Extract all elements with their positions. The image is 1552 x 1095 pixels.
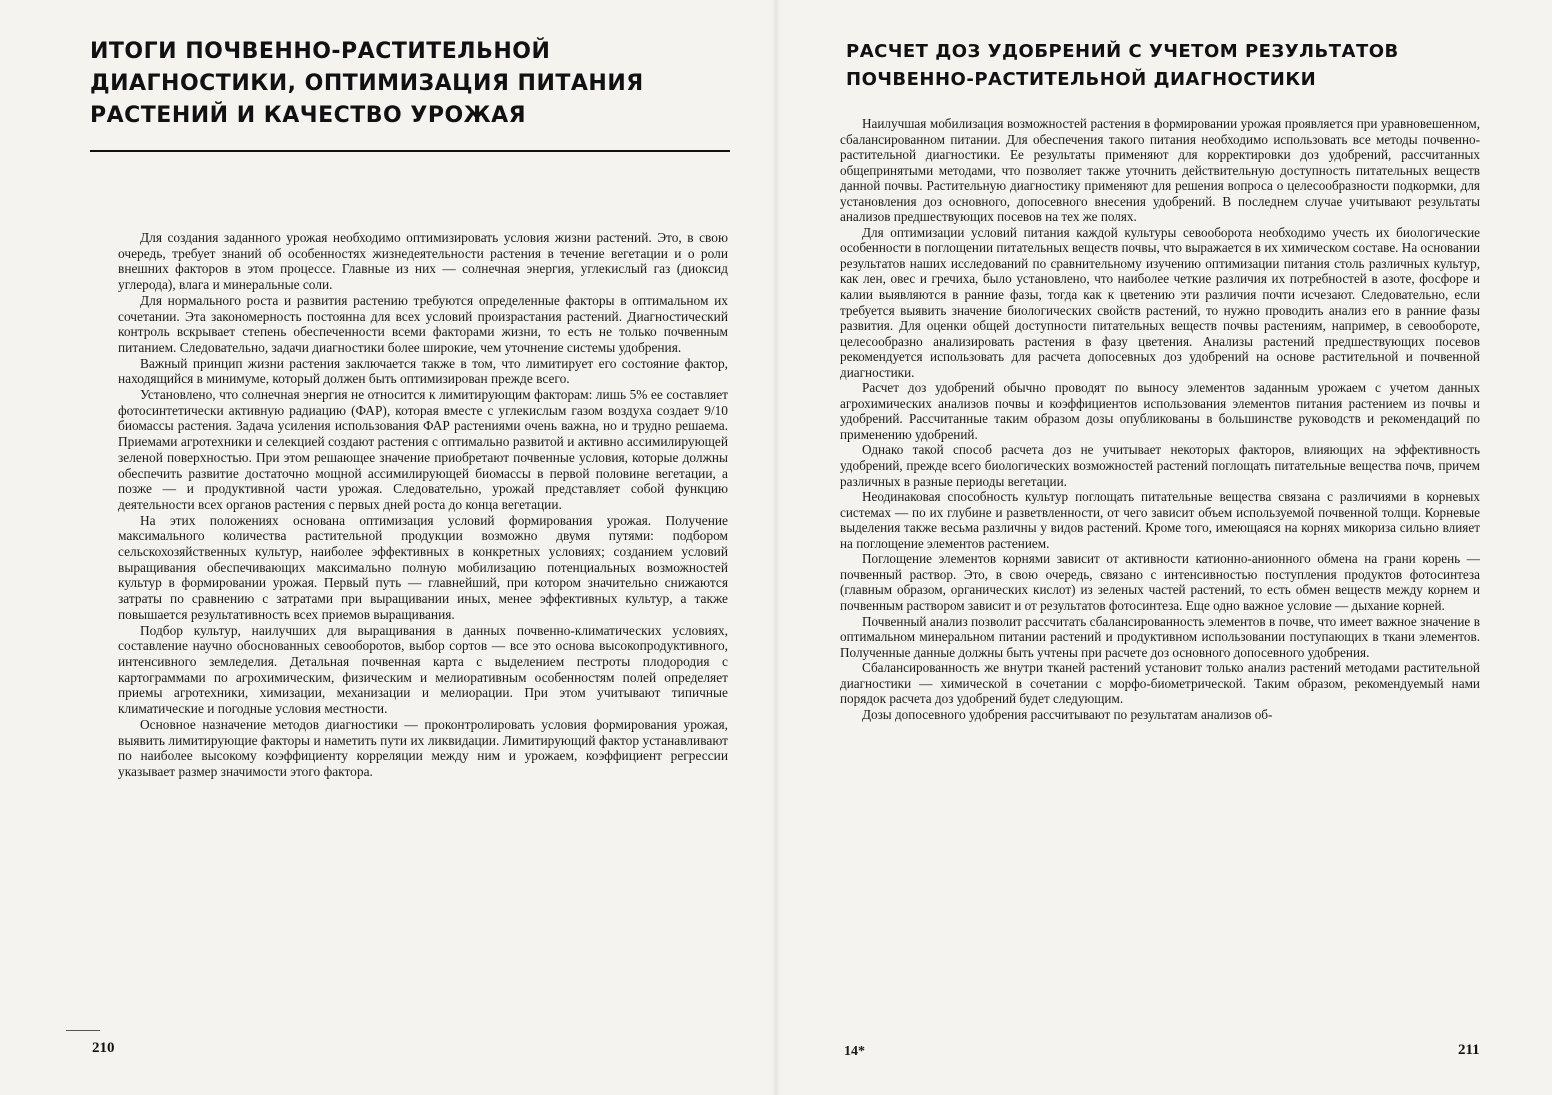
paragraph: Основное назначение методов диагностики — проконтролировать условия формирования урожая, выявить лимитирующие факторы и наметить пути их ликвидации. Лимитирующий фактор устанавливают по наиболее высокому коэффициенту корреляции между ним и урожаем, коэффициент регрессии указывает размер значимости этого фактора. — [118, 716, 728, 779]
paragraph: Подбор культур, наилучших для выращивания в данных почвенно-климатических условиях, составление научно обоснованных севооборотов, выбор сортов — все это основа высокопродуктивного, интенсивного земледелия. Детальная почвенная карта с выделением пестроты плодородия с картограммами по агрохимическим, физическим и мелиоративным особенностям полей определяет приемы агротехники, химизации, механизации и мелиорации. При этом учитывают типичные климатические и погодные условия местности. — [118, 622, 728, 717]
right-page — [776, 0, 1552, 1095]
paragraph: Неодинаковая способность культур поглощать питательные вещества связана с различиями в корневых системах — по их глубине и разветвленности, от чего зависит объем используемой почвенной толщи. Корневые выделения также весьма различны у видов растений. Кроме того, имеющаяся на корнях микориза сильно влияет на поглощение элементов растением. — [840, 489, 1480, 551]
left-page-body — [118, 230, 728, 780]
paragraph: Для создания заданного урожая необходимо оптимизировать условия жизни растений. Это, в свою очередь, требует знаний об особенностях жизнедеятельности растения в течение вегетации и о роли внешних факторов в этом процессе. Главные из них — солнечная энергия, углекислый газ (диоксид углерода), влага и минеральные соли. — [118, 230, 728, 293]
paragraph: Важный принцип жизни растения заключается также в том, что лимитирует его состояние фактор, находящийся в минимуме, который должен быть оптимизирован прежде всего. — [118, 355, 728, 387]
left-page-title: ИТОГИ ПОЧВЕННО-РАСТИТЕЛЬНОЙ ДИАГНОСТИКИ, ОПТИМИЗАЦИЯ ПИТАНИЯ РАСТЕНИЙ И КАЧЕСТВО УРОЖАЯ — [90, 39, 644, 128]
page-number-left: 210 — [92, 1040, 115, 1056]
paragraph: Однако такой способ расчета доз не учитывает некоторых факторов, влияющих на эффективность удобрений, прежде всего биологических возможностей растений поглощать питательные вещества почв, причем различных в разные периоды вегетации. — [840, 442, 1480, 489]
paragraph: Для нормального роста и развития растению требуются определенные факторы в оптимальном их сочетании. Эта закономерность постоянна для всех условий произрастания растений. Диагностический контроль вскрывает степень обеспеченности всеми факторами жизни, то есть не только почвенным питанием. Следовательно, задачи диагностики более широкие, чем уточнение системы удобрения. — [118, 292, 728, 355]
paragraph: Сбалансированность же внутри тканей растений установит только анализ растений методами растительной диагностики — химической в сочетании с морфо-биометрической. Таким образом, рекомендуемый нами порядок расчета доз удобрений будет следующим. — [840, 660, 1480, 707]
folio-mark — [66, 1030, 100, 1031]
paragraph: Расчет доз удобрений обычно проводят по выносу элементов заданным урожаем с учетом данных агрохимических анализов почвы и коэффициентов использования элементов питания растением из почвы и удобрений. Рассчитанные таким образом дозы опубликованы в большинстве руководств и рекомендаций по применению удобрений. — [840, 380, 1480, 442]
paragraph: Дозы допосевного удобрения рассчитывают по результатам анализов об- — [862, 706, 1273, 722]
paragraph: Наилучшая мобилизация возможностей растения в формировании урожая проявляется при уравновешенном, сбалансированном питании. Для обеспечения такого питания необходимо использовать все методы почвенно-растительной диагностики. Ее результаты применяют для корректировки доз удобрений, рассчитанных общепринятыми методами, что позволяет также уточнить действительную доступность питательных веществ данной почвы. Растительную диагностику применяют для решения вопроса о целесообразности подкормки, для установления доз основного, допосевного внесения удобрений. В последнем случае учитывают результаты анализов предшествующих посевов на тех же полях. — [840, 116, 1480, 225]
paragraph: Поглощение элементов корнями зависит от активности катионно-анионного обмена на грани корень — почвенный раствор. Это, в свою очередь, связано с интенсивностью поступления продуктов фотосинтеза (главным образом, органических кислот) из зеленых частей растений, то есть обмен веществ между корнем и почвенным раствором зависит и от результатов фотосинтеза. Еще одно важное условие — дыхание корней. — [840, 551, 1480, 613]
right-page-title: РАСЧЕТ ДОЗ УДОБРЕНИЙ С УЧЕТОМ РЕЗУЛЬТАТОВ ПОЧВЕННО-РАСТИТЕЛЬНОЙ ДИАГНОСТИКИ — [846, 41, 1399, 90]
title-rule — [90, 150, 730, 152]
signature-mark: 14* — [844, 1044, 865, 1059]
page-number-right: 211 — [1458, 1042, 1480, 1058]
right-page-body — [840, 116, 1480, 722]
paragraph: Установлено, что солнечная энергия не относится к лимитирующим факторам: лишь 5% ее составляет фотосинтетически активную радиацию (ФАР), которая вместе с углекислым газом воздуха создает 9/10 биомассы растения. Задача усиления использования ФАР растениями очень важна, но и трудно решаема. Приемами агротехники и селекцией создают растения с оптимально развитой и активно ассимилирующей зеленой поверхностью. При этом решающее значение приобретают почвенные условия, которые должны обеспечить развитие достаточно мощной ассимилирующей биомассы в первой половине вегетации, а позже — и продуктивной части урожая. Следовательно, урожай представляет собой функцию деятельности всех органов растения с первых дней роста до конца вегетации. — [118, 387, 728, 512]
paragraph: Для оптимизации условий питания каждой культуры севооборота необходимо учесть их биологические особенности в поглощении питательных веществ почвы, что выражается в их химическом составе. На основании результатов наших исследований по сравнительному изучению оптимизации питания столь различных культур, как лен, овес и гречиха, было установлено, что наиболее четкие различия их потребностей в азоте, фосфоре и калии выявляются в ранние фазы, тогда как к цветению эти различия почти исчезают. Следовательно, если требуется выявить значение биологических свойств растений, то нужно проводить анализ его в ранние фазы развития. Для оценки общей доступности питательных веществ почвы растениям, например, в севообороте, целесообразно анализировать растения в фазу цветения. Анализы растений предшествующих посевов рекомендуется использовать для расчета допосевных доз удобрений на основе растительной и почвенной диагностики. — [840, 224, 1480, 380]
paragraph: Почвенный анализ позволит рассчитать сбалансированность элементов в почве, что имеет важное значение в оптимальном минеральном питании растений и продуктивном использовании поступающих в ткани элементов. Полученные данные должны быть учтены при расчете доз основного допосевного удобрения. — [840, 613, 1480, 660]
paragraph: На этих положениях основана оптимизация условий формирования урожая. Получение максимального количества растительной продукции возможно двумя путями: подбором сельскохозяйственных культур, наиболее эффективных в конкретных условиях; созданием условий выращивания обеспечивающих максимально полную мобилизацию потенциальных возможностей культур в формировании урожая. Первый путь — главнейший, при котором значительно снижаются затраты по сравнению с затратами при выращивании иных, менее эффективных культур, а также повышается результативность всех приемов выращивания. — [118, 512, 728, 622]
